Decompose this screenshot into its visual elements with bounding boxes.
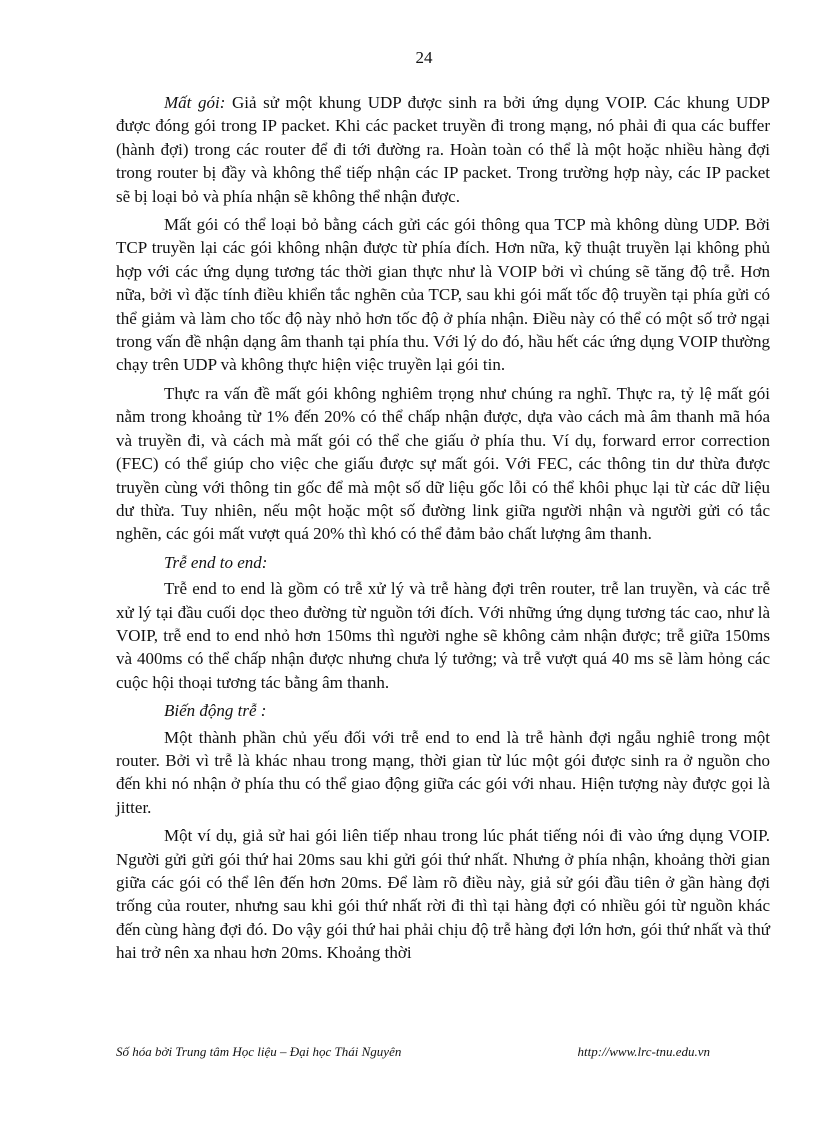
page-number: 24 bbox=[415, 48, 433, 67]
section-heading-jitter bbox=[116, 699, 770, 722]
footer-url: http://www.lrc-tnu.edu.vn bbox=[577, 1044, 710, 1059]
paragraph-lead: Mất gói: bbox=[164, 93, 226, 112]
paragraph-jitter-example: Một ví dụ, giả sử hai gói liên tiếp nhau trong lúc phát tiếng nói đi vào ứng dụng VOIP. Người gửi gửi gói thứ hai 20ms sau khi gửi gói thứ nhất. Nhưng ở phía nhận, khoảng thời gian giữa các gói có thể lên đến hơn 20ms. Để làm rõ điều này, giả sử gói đầu tiên ở gần hàng đợi trống của router, nhưng sau khi gói thứ nhất rời đi thì tại hàng đợi có nhiều gói từ nguồn khác đến cùng hàng đợi đó. Do vậy gói thứ hai phải chịu độ trễ hàng đợi lớn hơn, gói thứ nhất và thứ hai trở nên xa nhau hơn 20ms. Khoảng thời bbox=[116, 826, 770, 963]
paragraph-loss-tolerance: Thực ra vấn đề mất gói không nghiêm trọng như chúng ra nghĩ. Thực ra, tỷ lệ mất gói nằm trong khoảng từ 1% đến 20% có thể chấp nhận được, dựa vào cách mà âm thanh mã hóa và truyền đi, và cách mà mất gói có thể che giấu ở phía thu. Ví dụ, forward error correction (FEC) có thể giúp cho việc che giấu được sự mất gói. Với FEC, các thông tin dư thừa được truyền cùng với thông tin gốc để mà một số dữ liệu gốc lỗi có thể khôi phục lại từ các dữ liệu dư thừa. Tuy nhiên, nếu một hoặc một số đường link giữa người nhận và người gửi có tắc nghẽn, các gói mất vượt quá 20% thì khó có thể đảm bảo chất lượng âm thanh. bbox=[116, 383, 770, 544]
paragraph-text: Giả sử một khung UDP được sinh ra bởi ứng dụng VOIP. Các khung UDP được đóng gói trong IP packet. Khi các packet truyền đi trong mạng, nó phải đi qua các buffer (hành đợi) trong các router để đi tới đường ra. Hoàn toàn có thể là một hoặc nhiều hàng đợi trong router bị đầy và không thể tiếp nhận các IP packet. Trong trường hợp này, các IP packet sẽ bị loại bỏ và phía nhận sẽ không thể nhận được. bbox=[116, 93, 770, 206]
paragraph-end-to-end-delay: Trễ end to end là gồm có trễ xử lý và trễ hàng đợi trên router, trễ lan truyền, và các trễ xử lý tại đầu cuối dọc theo đường từ nguồn tới đích. Với những ứng dụng tương tác cao, như là VOIP, trễ end to end nhỏ hơn 150ms thì người nghe sẽ không cảm nhận được; trễ giữa 150ms và 400ms có thể chấp nhận được nhưng chưa lý tưởng; và trễ vượt quá 40 ms sẽ làm hỏng các cuộc hội thoại tương tác bằng âm thanh. bbox=[116, 579, 770, 692]
paragraph-jitter: Một thành phần chủ yếu đối với trễ end to end là trễ hành đợi ngẫu nghiê trong một router. Bởi vì trễ là khác nhau trong mạng, thời gian từ lúc một gói được sinh ra ở nguồn cho đến khi nó nhận ở phía thu có thể giao động giữa các gói với nhau. Hiện tượng này được gọi là jitter. bbox=[116, 727, 770, 817]
paragraph-packet-loss bbox=[116, 91, 770, 208]
page-body bbox=[116, 91, 770, 970]
paragraph-tcp-vs-udp: Mất gói có thể loại bỏ bằng cách gửi các gói thông qua TCP mà không dùng UDP. Bởi TCP truyền lại các gói không nhận được từ phía đích. Hơn nữa, kỹ thuật truyền lại không phủ hợp với các ứng dụng tương tác thời gian thực như là VOIP bởi vì chúng sẽ tăng độ trễ. Hơn nữa, bởi vì đặc tính điều khiển tắc nghẽn của TCP, sau khi gói mất tốc độ truyền tại phía gửi có thể giảm và làm cho tốc độ này nhỏ hơn tốc độ ở phía nhận. Điều này có thể có một số trở ngại trong vấn đề nhận dạng âm thanh tại phía thu. Với lý do đó, hầu hết các ứng dụng VOIP thường chạy trên UDP và không thực hiện việc truyền lại gói tin. bbox=[116, 215, 770, 375]
footer-credit: Số hóa bởi Trung tâm Học liệu – Đại học Thái Nguyên bbox=[116, 1044, 402, 1059]
heading-text: Biến động trễ : bbox=[164, 701, 267, 721]
heading-text: Trễ end to end: bbox=[164, 552, 268, 572]
page-footer bbox=[116, 1044, 710, 1060]
section-heading-end-to-end-delay bbox=[116, 551, 770, 574]
